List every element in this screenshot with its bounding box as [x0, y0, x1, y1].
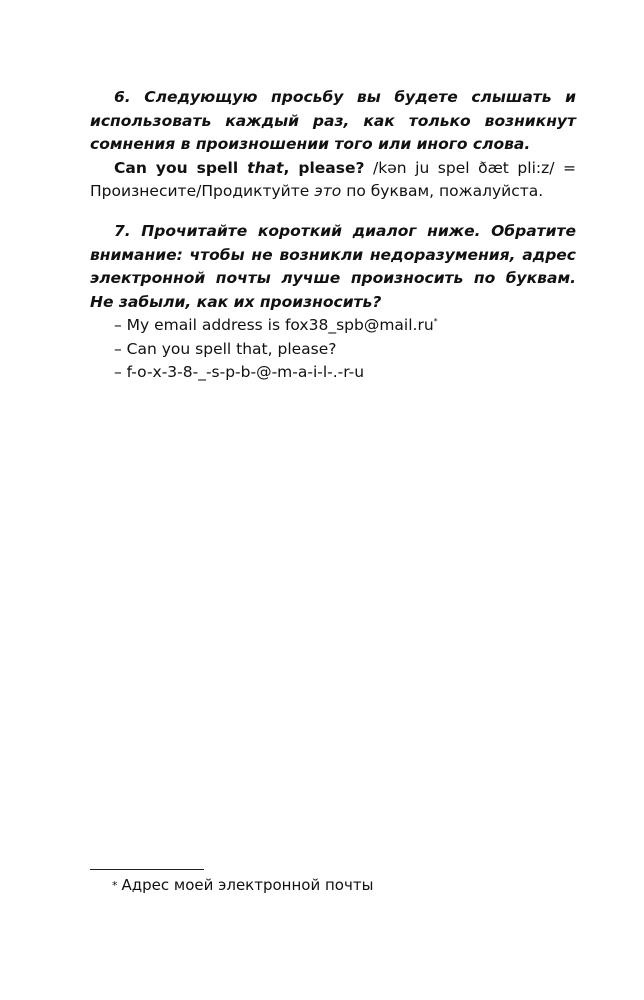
exercise-7	[90, 220, 576, 385]
phrase-bold-that: that	[247, 158, 284, 177]
dialog-line-1-text: – My email address is fox38_spb@mail.ru	[114, 316, 434, 334]
exercise-6-task: 6. Следующую просьбу вы будете слышать и использовать каждый раз, как только возникнут сомнения в произношении того или иного слова.	[90, 88, 576, 153]
exercise-7-task: 7. Прочитайте короткий диалог ниже. Обратите внимание: чтобы не возникли недоразумения, адрес электронной почты лучше произносить по буквам. Не забыли, как их произносить?	[90, 222, 576, 311]
dialog-line-3: – f-o-x-3-8-_-s-p-b-@-m-a-i-l-.-r-u	[114, 363, 365, 381]
dialog-line-2: – Can you spell that, please?	[114, 339, 337, 358]
phrase-bold-start: Can you spell	[114, 158, 248, 177]
phrase-translation-end: по буквам, пожалуйста.	[341, 182, 544, 200]
footnote-divider	[90, 869, 204, 870]
dialog-line-1	[90, 314, 576, 338]
phrase-translation-eto: это	[314, 182, 342, 200]
footnote-text: Адрес моей электронной почты	[121, 876, 374, 894]
phrase-transcription: /kən ju spel ðæt pli:z/ = Произнесите/Продиктуйте	[90, 158, 576, 200]
footnote-reference[interactable]: *	[433, 316, 438, 326]
phrase-bold-end: , please?	[283, 158, 365, 177]
footnote	[112, 874, 373, 897]
exercise-6-phrase	[90, 157, 576, 204]
exercise-6	[90, 86, 576, 204]
footnote-marker: *	[112, 879, 118, 892]
